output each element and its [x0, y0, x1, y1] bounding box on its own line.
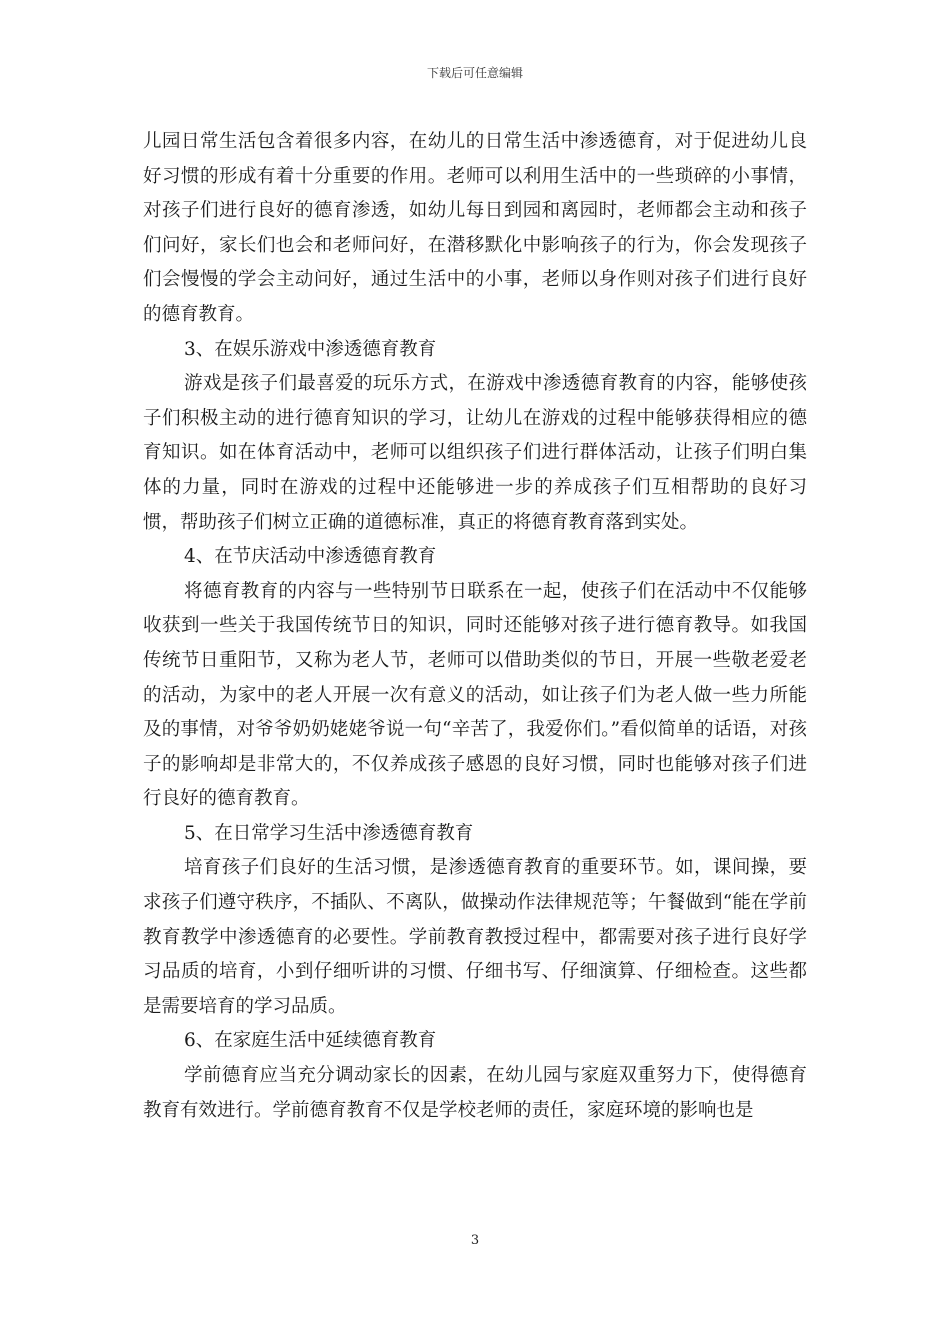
paragraph-festivals: 将德育教育的内容与一些特别节日联系在一起，使孩子们在活动中不仅能够收获到一些关于我国传统节日的知识，同时还能够对孩子进行德育教导。如我国传统节日重阳节，又称为老人节，老师可以借助类似的节日，开展一些敬老爱老的活动，为家中的老人开展一次有意义的活动，如让孩子们为老人做一些力所能及的事情，对爷爷奶奶姥姥爷说一句“辛苦了，我爱你们。”看似简单的话语，对孩子的影响却是非常大的，不仅养成孩子感恩的良好习惯，同时也能够对孩子们进行良好的德育教育。 — [143, 580, 807, 810]
page-header: 下载后可任意编辑 — [426, 66, 523, 80]
document-body — [143, 125, 807, 1128]
section-heading-5: 5、在日常学习生活中渗透德育教育 — [184, 822, 474, 844]
paragraph-family: 学前德育应当充分调动家长的因素，在幼儿园与家庭双重努力下，使得德育教育有效进行。学前德育教育不仅是学校老师的责任，家庭环境的影响也是 — [143, 1065, 807, 1121]
paragraph-daily-study: 培育孩子们良好的生活习惯，是渗透德育教育的重要环节。如，课间操，要求孩子们遵守秩序，不插队、不离队，做操动作法律规范等；午餐做到“能在学前教育教学中渗透德育的必要性。学前教育教授过程中，都需要对孩子进行良好学习品质的培育，小到仔细听讲的习惯、仔细书写、仔细演算、仔细检查。这些都是需要培育的学习品质。 — [143, 857, 807, 1017]
paragraph-games: 游戏是孩子们最喜爱的玩乐方式，在游戏中渗透德育教育的内容，能够使孩子们积极主动的进行德育知识的学习，让幼儿在游戏的过程中能够获得相应的德育知识。如在体育活动中，老师可以组织孩子们进行群体活动，让孩子们明白集体的力量，同时在游戏的过程中还能够进一步的养成孩子们互相帮助的良好习惯，帮助孩子们树立正确的道德标准，真正的将德育教育落到实处。 — [143, 373, 807, 533]
section-heading-6: 6、在家庭生活中延续德育教育 — [184, 1030, 437, 1052]
paragraph-continuation: 儿园日常生活包含着很多内容，在幼儿的日常生活中渗透德育，对于促进幼儿良好习惯的形成有着十分重要的作用。老师可以利用生活中的一些琐碎的小事情，对孩子们进行良好的德育渗透，如幼儿每日到园和离园时，老师都会主动和孩子们问好，家长们也会和老师问好，在潜移默化中影响孩子的行为，你会发现孩子们会慢慢的学会主动问好，通过生活中的小事，老师以身作则对孩子们进行良好的德育教育。 — [143, 131, 807, 325]
section-heading-4: 4、在节庆活动中渗透德育教育 — [184, 546, 437, 568]
section-heading-3: 3、在娱乐游戏中渗透德育教育 — [184, 338, 437, 360]
page-number: 3 — [470, 1233, 480, 1248]
